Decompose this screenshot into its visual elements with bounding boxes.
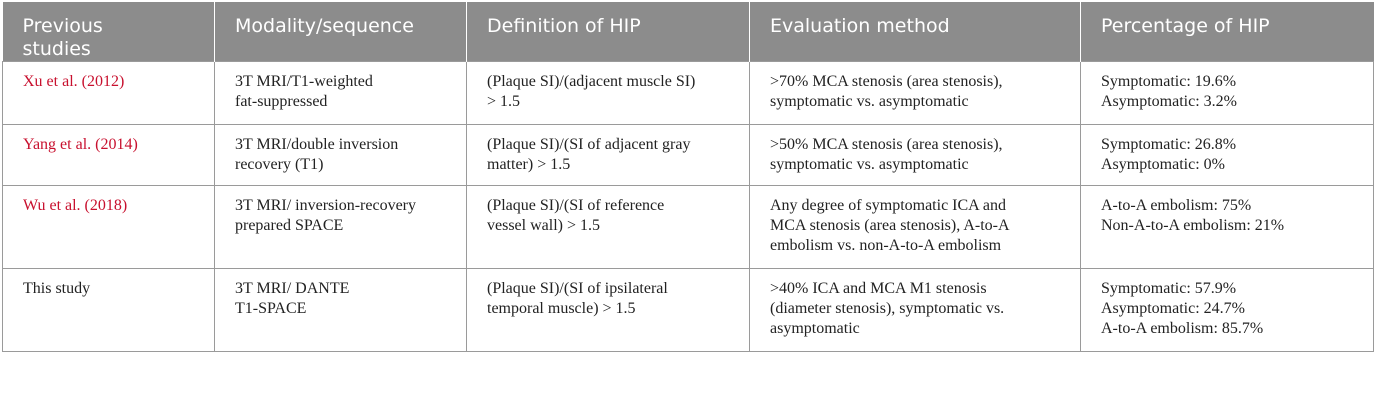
cell-text: (Plaque SI)/(SI of ipsilateral (487, 280, 668, 297)
header-text: Definition of HIP (487, 15, 641, 37)
table-header-row (3, 2, 1374, 62)
cell-text: symptomatic vs. asymptomatic (770, 93, 969, 110)
cell-study[interactable] (3, 125, 215, 186)
table-row (3, 125, 1374, 186)
cell-text: Symptomatic: 57.9% (1101, 280, 1237, 297)
header-modality-sequence (215, 2, 467, 62)
cell-text: (diameter stenosis), symptomatic vs. (770, 300, 1005, 317)
cell-text: vessel wall) > 1.5 (487, 217, 600, 234)
cell-text: Asymptomatic: 0% (1101, 156, 1225, 173)
cell-text: >70% MCA stenosis (area stenosis), (770, 73, 1003, 90)
cell-evaluation (750, 62, 1081, 125)
cell-evaluation (750, 186, 1081, 269)
cell-text: A-to-A embolism: 75% (1101, 197, 1252, 214)
cell-text: T1-SPACE (235, 300, 307, 317)
table-row (3, 62, 1374, 125)
study-label: This study (23, 280, 91, 297)
cell-definition (467, 125, 750, 186)
cell-definition (467, 186, 750, 269)
header-text: Modality/sequence (235, 15, 414, 37)
cell-modality (215, 269, 467, 352)
cell-definition (467, 269, 750, 352)
cell-text: Non-A-to-A embolism: 21% (1101, 217, 1285, 234)
header-text: studies (22, 38, 91, 60)
cell-text: embolism vs. non-A-to-A embolism (770, 237, 1002, 254)
cell-modality (215, 186, 467, 269)
cell-text: fat-suppressed (235, 93, 328, 110)
cell-text: (Plaque SI)/(SI of reference (487, 197, 665, 214)
cell-text: matter) > 1.5 (487, 156, 571, 173)
cell-text: Asymptomatic: 3.2% (1101, 93, 1237, 110)
cell-text: asymptomatic (770, 320, 860, 337)
cell-text: >40% ICA and MCA M1 stenosis (770, 280, 987, 297)
cell-text: recovery (T1) (235, 156, 324, 173)
cell-text: A-to-A embolism: 85.7% (1101, 320, 1264, 337)
cell-percentage (1081, 186, 1374, 269)
cell-percentage (1081, 62, 1374, 125)
cell-text: Any degree of symptomatic ICA and (770, 197, 1006, 214)
cell-text: 3T MRI/ inversion-recovery (235, 197, 416, 214)
cell-evaluation (750, 125, 1081, 186)
header-evaluation-method (750, 2, 1081, 62)
cell-text: prepared SPACE (235, 217, 344, 234)
cell-modality (215, 62, 467, 125)
cell-text: Asymptomatic: 24.7% (1101, 300, 1245, 317)
cell-text: (Plaque SI)/(SI of adjacent gray (487, 136, 691, 153)
header-previous-studies (3, 2, 215, 62)
hip-comparison-table (2, 2, 1374, 352)
cell-text: > 1.5 (487, 93, 521, 110)
header-text: Percentage of HIP (1101, 15, 1270, 37)
cell-percentage (1081, 269, 1374, 352)
study-reference-link[interactable]: Xu et al. (2012) (23, 73, 125, 90)
cell-text: temporal muscle) > 1.5 (487, 300, 636, 317)
table-row (3, 269, 1374, 352)
cell-text: 3T MRI/double inversion (235, 136, 399, 153)
cell-text: 3T MRI/T1-weighted (235, 73, 373, 90)
cell-definition (467, 62, 750, 125)
cell-text: Symptomatic: 26.8% (1101, 136, 1237, 153)
table-row (3, 186, 1374, 269)
cell-text: Symptomatic: 19.6% (1101, 73, 1237, 90)
cell-text: MCA stenosis (area stenosis), A-to-A (770, 217, 1010, 234)
cell-text: >50% MCA stenosis (area stenosis), (770, 136, 1003, 153)
cell-text: (Plaque SI)/(adjacent muscle SI) (487, 73, 696, 90)
cell-study (3, 269, 215, 352)
header-definition-of-hip (467, 2, 750, 62)
cell-percentage (1081, 125, 1374, 186)
cell-modality (215, 125, 467, 186)
header-text: Previous (22, 15, 103, 37)
header-percentage-of-hip (1081, 2, 1374, 62)
study-reference-link[interactable]: Yang et al. (2014) (23, 136, 138, 153)
header-text: Evaluation method (770, 15, 950, 37)
cell-text: 3T MRI/ DANTE (235, 280, 350, 297)
cell-text: symptomatic vs. asymptomatic (770, 156, 969, 173)
cell-study[interactable] (3, 62, 215, 125)
comparison-table-container (2, 2, 1373, 399)
cell-study[interactable] (3, 186, 215, 269)
cell-evaluation (750, 269, 1081, 352)
study-reference-link[interactable]: Wu et al. (2018) (23, 197, 128, 214)
